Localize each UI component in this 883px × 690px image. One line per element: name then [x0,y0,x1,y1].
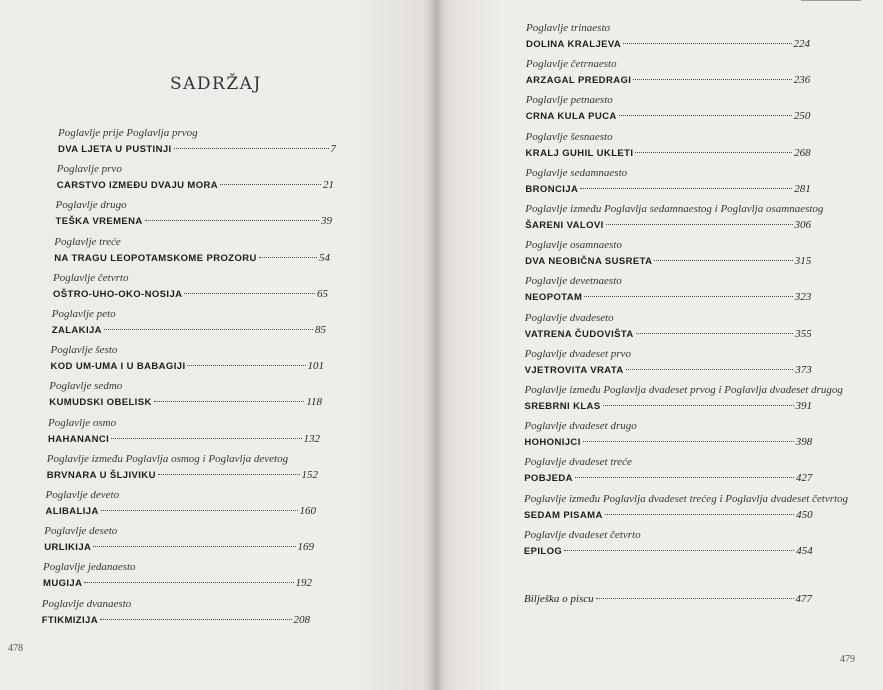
chapter-title: ZALAKIJA [51,325,102,336]
dot-leader [174,148,329,149]
chapter-title: EPILOG [523,545,563,557]
toc-entry [524,420,812,450]
chapter-label: Poglavlje između Poglavlja dvadeset prvog i Poglavlja dvadeset drugog [524,384,843,396]
chapter-title: ŠARENI VALOVI [525,220,604,231]
toc-entry [524,456,812,486]
dot-leader [564,550,794,551]
toc-entry [49,380,322,410]
chapter-title: KUMUDSKI OBELISK [49,397,152,409]
biography-title: Bilješka o piscu [524,593,594,605]
chapter-title: ALIBALIJA [45,506,99,517]
page-number: 65 [317,287,328,300]
chapter-label: Poglavlje drugo [55,199,127,212]
chapter-title: NA TRAGU LEOPOTAMSKOME PROZORU [54,252,257,264]
page-number: 450 [796,508,813,521]
page-number: 315 [794,255,812,268]
right-page-number: 479 [840,654,855,665]
chapter-title: TEŠKA VREMENA [55,216,143,228]
page-number: 169 [297,541,314,554]
page-number: 7 [330,143,336,155]
dot-leader [93,546,295,547]
chapter-label: Poglavlje jedanaesto [43,561,136,574]
chapter-title: BRVNARA U ŠLJIVIKU [46,469,156,481]
page-number: 250 [793,110,811,123]
chapter-title: NEOPOTAM [524,292,583,304]
page-number: 391 [795,400,812,412]
dot-leader [633,79,791,80]
page-number: 306 [794,219,811,231]
dot-leader [184,293,315,294]
dot-leader [583,441,794,442]
dot-leader [606,224,793,225]
page-number: 160 [299,505,316,517]
chapter-label: Poglavlje dvadeseto [524,311,614,324]
chapter-title: MUGIJA [43,578,83,590]
dot-leader [580,188,792,189]
chapter-label: Poglavlje između Poglavlja sedamnaestog i Poglavlja osamnaestog [525,203,824,215]
dot-leader [154,401,305,402]
left-page-number: 478 [8,643,23,654]
dot-leader [636,333,793,334]
chapter-label: Poglavlje šesto [50,344,118,357]
chapter-title: POBJEDA [524,473,573,485]
dot-leader [575,477,794,478]
toc-entry [53,272,328,302]
page-number: 101 [307,360,324,373]
dot-leader [603,405,794,406]
chapter-label: Poglavlje petnaesto [525,94,613,107]
chapter-label: Poglavlje dvadeset prvo [524,347,631,360]
chapter-label: Poglavlje trinaesto [526,22,611,34]
biography-entry [524,590,812,606]
page-number: 85 [315,324,326,336]
chapter-title: CRNA KULA PUCA [525,111,617,123]
page-number: 323 [794,291,812,304]
toc-entry [526,94,811,124]
chapter-title: KRALJ GUHIL UKLETI [525,147,634,159]
toc-entry [525,239,811,269]
chapter-title: SEDAM PISAMA [524,509,603,521]
dot-leader [635,152,792,153]
dot-leader [84,582,293,583]
chapter-label: Poglavlje deveto [45,489,120,501]
chapter-title: DVA NEOBIČNA SUSRETA [525,256,653,268]
page-number: 54 [319,251,330,264]
dot-leader [605,514,794,515]
chapter-title: FTIKMIZIJA [41,614,98,626]
page-number: 281 [794,182,811,195]
chapter-title: BRONCIJA [525,183,579,195]
chapter-title: OŠTRO-UHO-OKO-NOSIJA [53,288,183,300]
chapter-label: Poglavlje prvo [56,163,122,176]
dot-leader [104,329,313,330]
page-number: 398 [795,436,813,449]
chapter-label: Poglavlje šesnaesto [525,130,613,143]
toc-entry [43,561,312,591]
page-number: 192 [295,577,312,590]
chapter-label: Poglavlje sedamnaesto [525,166,628,179]
toc-entry [524,529,813,559]
chapter-title: VATRENA ČUDOVIŠTA [524,328,634,340]
toc-entry [42,598,310,628]
book-spine [428,0,444,690]
page-number: 132 [303,432,320,445]
page-number: 454 [796,544,813,557]
chapter-label: Poglavlje peto [51,308,116,320]
toc-entry [46,489,317,519]
chapter-label: Poglavlje devetnaesto [524,275,622,288]
toc-entry [526,22,810,52]
page-number: 118 [306,396,322,409]
page-number: 236 [793,74,811,87]
toc-heading: SADRŽAJ [170,74,262,94]
chapter-title: SREBRNI KLAS [524,401,601,412]
toc-entry [525,167,810,197]
page-number: 373 [795,363,812,376]
chapter-title: HOHONIJCI [524,437,581,449]
page-number: 39 [321,215,332,228]
chapter-label: Poglavlje dvadeset drugo [524,420,637,433]
dot-leader [596,598,794,599]
chapter-label: Poglavlje treće [54,235,121,248]
page-number: 427 [795,472,813,485]
chapter-title: DOLINA KRALJEVA [526,39,622,50]
page-number: 208 [293,613,310,626]
toc-entry [47,453,318,483]
page-number: 224 [793,38,810,50]
toc-entry [526,131,811,161]
chapter-title: URLIKIJA [44,542,92,554]
toc-entry [48,417,320,447]
toc-entry [524,492,849,523]
chapter-label: Poglavlje dvadeset četvrto [523,528,641,541]
toc-entry [58,127,336,157]
chapter-title: VJETROVITA VRATA [524,364,624,376]
toc-entry [526,58,810,88]
toc-entry [44,525,314,555]
chapter-label: Poglavlje osamnaesto [525,239,622,252]
toc-entry [54,236,330,266]
dot-leader [187,365,305,366]
toc-entry [525,203,824,233]
chapter-label: Poglavlje sedmo [49,380,123,393]
page-number: 21 [323,179,334,192]
chapter-label: Poglavlje četrnaesto [525,58,617,71]
toc-entry [524,384,843,414]
page-number: 152 [301,468,318,481]
top-edge-mark [801,0,861,4]
chapter-title: KOD UM-UMA I U BABAGIJI [50,361,186,373]
dot-leader [145,220,319,221]
left-page [0,0,436,690]
dot-leader [220,184,321,185]
chapter-label: Poglavlje osmo [48,416,117,429]
toc-entry [525,275,811,305]
chapter-label: Poglavlje između Poglavlja dvadeset trećeg i Poglavlja dvadeset četvrtog [524,492,849,505]
dot-leader [259,257,317,258]
toc-entry [57,163,334,193]
biography-page: 477 [795,593,812,605]
dot-leader [111,438,301,439]
chapter-label: Poglavlje dvadeset treće [524,456,632,469]
chapter-label: Poglavlje deseto [44,525,118,538]
dot-leader [100,619,292,620]
dot-leader [654,260,792,261]
toc-entry [52,308,326,338]
chapter-title: ARZAGAL PREDRAGI [525,75,632,87]
toc-entry [56,199,333,229]
right-page [436,0,883,690]
chapter-title: HAHANANCI [48,433,110,445]
chapter-title: DVA LJETA U PUSTINJI [58,144,172,155]
toc-entry [525,312,812,342]
chapter-label: Poglavlje četvrto [53,271,129,284]
chapter-title: CARSTVO IZMEĐU DVAJU MORA [56,180,219,192]
toc-entry [525,348,812,378]
dot-leader [623,43,791,44]
dot-leader [158,474,300,475]
dot-leader [584,296,793,297]
page-number: 268 [794,146,811,159]
dot-leader [101,510,298,511]
chapter-label: Poglavlje između Poglavlja osmog i Poglavlja devetog [46,452,289,465]
dot-leader [626,369,794,370]
chapter-label: Poglavlje dvanaesto [41,597,132,610]
dot-leader [619,115,792,116]
page-number: 355 [795,327,812,340]
toc-entry [51,344,325,374]
chapter-label: Poglavlje prije Poglavlja prvog [58,127,198,139]
